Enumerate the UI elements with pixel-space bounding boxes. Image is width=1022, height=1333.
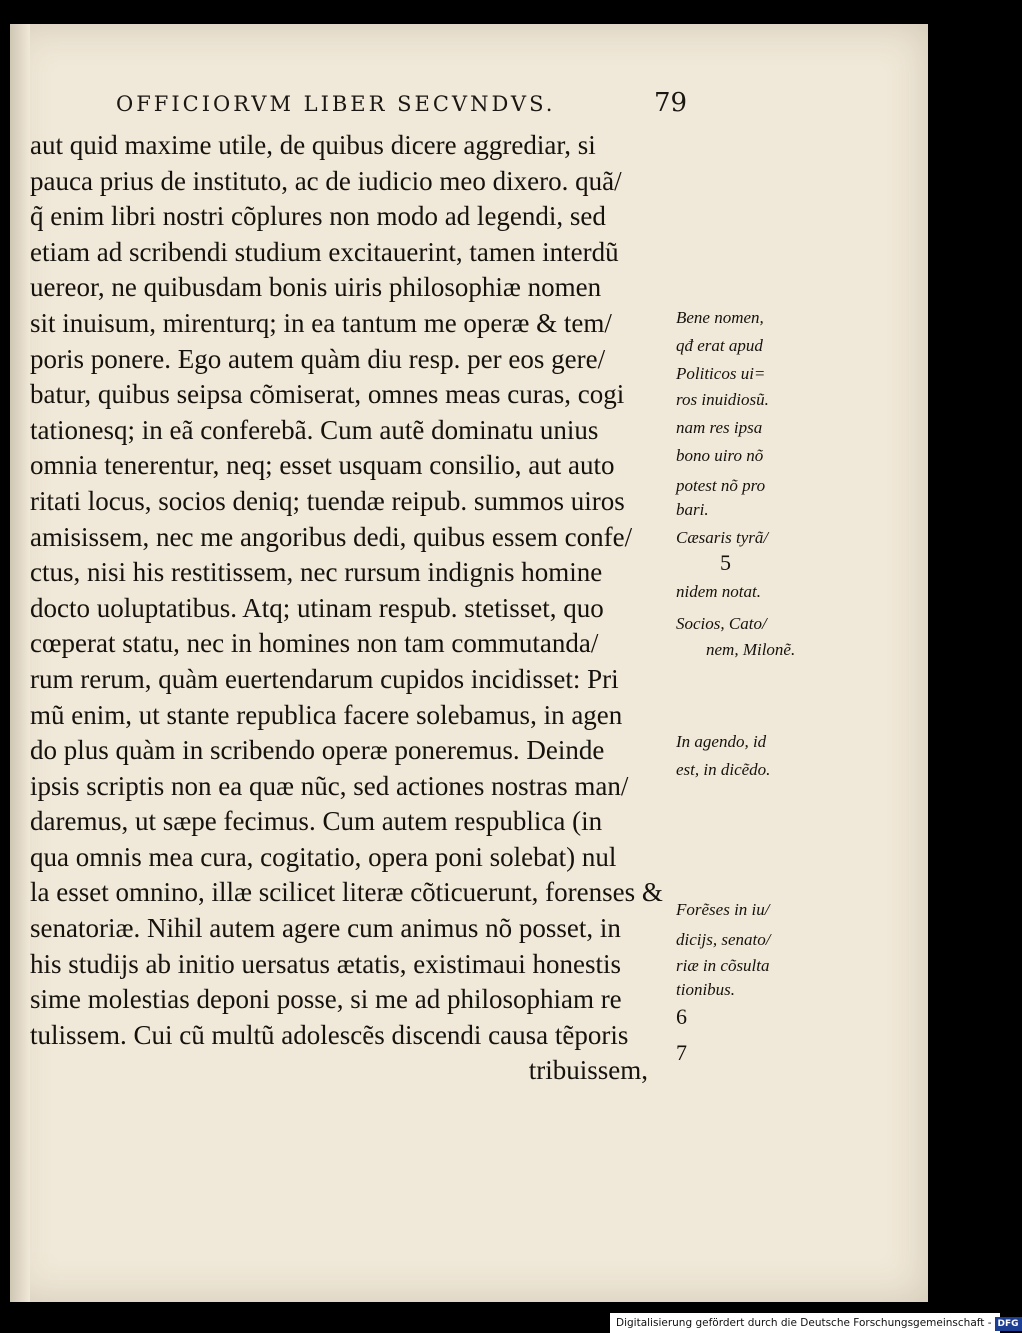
text-line: rum rerum, quàm euertendarum cupidos incidisset: Pri	[30, 663, 619, 694]
text-line: ritati locus, socios deniq; tuendæ reipub. summos uiros	[30, 485, 625, 516]
text-line: aut quid maxime utile, de quibus dicere aggrediar, si	[30, 130, 596, 160]
text-line: la esset omnino, illæ scilicet literæ cõticuerunt, forenses &	[30, 877, 663, 908]
text-line: batur, quibus seipsa cõmiserat, omnes meas curas, cogi	[30, 379, 625, 410]
margin-note-line: nidem notat.	[676, 582, 761, 601]
text-line: etiam ad scribendi studium excitauerint, tamen interdũ	[30, 236, 619, 267]
text-line: omnia tenerentur, neq; esset usquam consilio, aut auto	[30, 450, 615, 481]
text-line: sime molestias deponi posse, si me ad philosophiam re	[30, 984, 622, 1015]
margin-note-line: bari.	[676, 500, 709, 519]
text-line: tulissem. Cui cũ multũ adolescẽs discendi causa tẽporis	[30, 1019, 629, 1050]
text-line: amisissem, nec me angoribus dedi, quibus essem confe/	[30, 521, 633, 552]
running-title: OFFICIORVM LIBER SECVNDVS.	[116, 92, 556, 116]
text-line: sit inuisum, mirenturq; in ea tantum me operæ & tem/	[30, 307, 612, 338]
text-line: q̃ enim libri nostri cõplures non modo ad legendi, sed	[30, 201, 606, 232]
text-line: uereor, ne quibusdam bonis uiris philosophiæ nomen	[30, 272, 602, 303]
main-text-block	[30, 128, 670, 1089]
margin-note-line: potest nõ pro	[676, 476, 766, 495]
text-line: mũ enim, ut stante republica facere solebamus, in agen	[30, 699, 623, 730]
text-line: daremus, ut sæpe fecimus. Cum autem respublica (in	[30, 806, 603, 837]
margin-section-number: 5	[720, 550, 731, 575]
margin-note-line: In agendo, id	[676, 732, 767, 751]
text-line: his studijs ab initio uersatus ætatis, existimaui honestis	[30, 948, 621, 979]
text-line: tationesq; in eã conferebã. Cum autẽ dominatu unius	[30, 414, 599, 445]
margin-note-line: est, in dicẽdo.	[676, 760, 771, 779]
text-line: cœperat statu, nec in homines non tam commutanda/	[30, 628, 599, 659]
text-line: docto uoluptatibus. Atq; utinam respub. stetisset, quo	[30, 592, 604, 623]
page-gutter-shadow	[10, 24, 30, 1302]
margin-note-line: Forẽses in iu/	[676, 900, 770, 919]
margin-note-line: Cæsaris tyrã/	[676, 528, 769, 547]
margin-note-line: Bene nomen,	[676, 308, 764, 327]
catchword-line: tribuissem,	[528, 1055, 648, 1086]
margin-note-line: Socios, Cato/	[676, 614, 767, 633]
page-header	[106, 88, 688, 124]
margin-note-line: nam res ipsa	[676, 418, 763, 437]
text-line: do plus quàm in scribendo operæ poneremus. Deinde	[30, 735, 605, 766]
text-line: poris ponere. Ego autem quàm diu resp. per eos gere/	[30, 343, 606, 374]
text-line: ctus, nisi his restitissem, nec rursum indignis homine	[30, 557, 603, 588]
margin-note-line: bono uiro nõ	[676, 446, 764, 465]
digitization-footer	[610, 1313, 1019, 1333]
text-line: qua omnis mea cura, cogitatio, opera poni solebat) nul	[30, 841, 617, 872]
page-number: 79	[654, 88, 688, 118]
margin-note-line: qđ erat apud	[676, 336, 763, 355]
margin-note-line: ros inuidiosũ.	[676, 390, 769, 409]
margin-note-line: dicijs, senato/	[676, 930, 771, 949]
dfg-logo: DFG	[995, 1317, 1022, 1331]
margin-section-number: 7	[676, 1040, 687, 1065]
footer-text: Digitalisierung gefördert durch die Deutsche Forschungsgemeinschaft -	[616, 1317, 992, 1329]
text-line: senatoriæ. Nihil autem agere cum animus nõ posset, in	[30, 913, 621, 944]
margin-note-line: tionibus.	[676, 980, 736, 999]
margin-section-number: 6	[676, 1004, 687, 1029]
margin-note-line: nem, Milonẽ.	[706, 640, 796, 659]
text-line: pauca prius de instituto, ac de iudicio meo dixero. quã/	[30, 165, 622, 196]
margin-note-line: Politicos ui=	[676, 364, 766, 383]
margin-note-line: riæ in cõsulta	[676, 956, 770, 975]
text-line: ipsis scriptis non ea quæ nũc, sed actiones nostras man/	[30, 770, 629, 801]
